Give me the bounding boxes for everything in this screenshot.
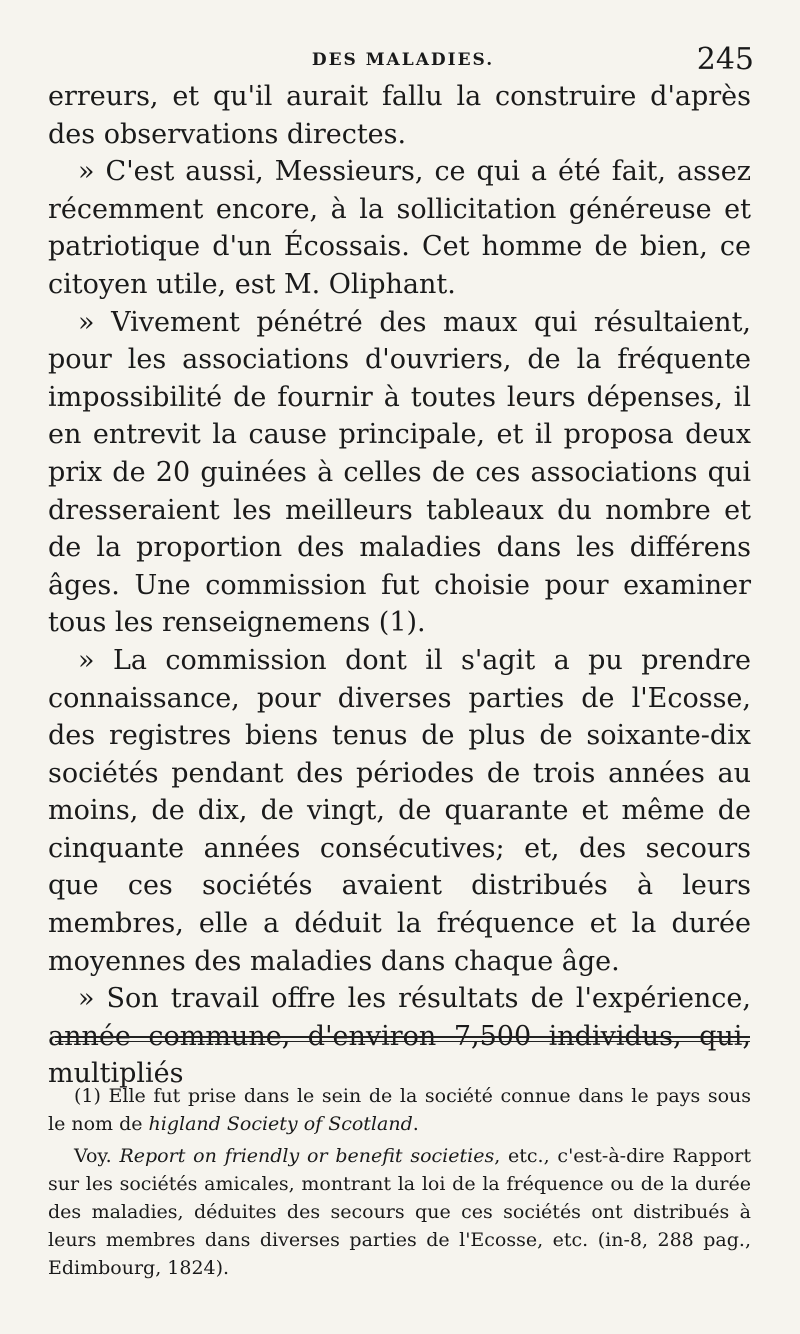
footnote-reference xyxy=(48,1142,751,1282)
footnote-reference-prefix: Voy. xyxy=(74,1145,120,1167)
footnotes xyxy=(48,1082,751,1282)
paragraph-continuation: erreurs, et qu'il aurait fallu la construire d'après des observations directes. xyxy=(48,81,751,150)
paragraph: » Vivement pénétré des maux qui résultaient, pour les associations d'ouvriers, de la fréquente impossibilité de fournir à toutes leurs dépenses, il en entrevit la cause principale, et il proposa deux prix de 20 guinées à celles de ces associations qui dresseraient les meilleurs tableaux du nombre et de la proportion des maladies dans les différens âges. Une commission fut choisie pour examiner tous les renseignemens (1). xyxy=(48,306,751,639)
body-text xyxy=(48,78,751,1093)
paragraph: » La commission dont il s'agit a pu prendre connaissance, pour diverses parties de l'Ecosse, des registres biens tenus de plus de soixante-dix sociétés pendant des périodes de trois années au moins, de dix, de vingt, de quarante et même de cinquante années consécutives; et, des secours que ces sociétés avaient distribués à leurs membres, elle a déduit la fréquence et la durée moyennes des maladies dans chaque âge. xyxy=(48,644,751,977)
footnote-separator-thick xyxy=(55,1036,750,1038)
footnote-1-end: . xyxy=(412,1113,419,1135)
running-title: DES MALADIES. xyxy=(311,50,495,70)
paragraph: » Son travail offre les résultats de l'expérience, année commune, d'environ 7,500 individus, qui, multipliés xyxy=(48,983,751,1090)
footnote-1-society-name: higland Society of Scotland xyxy=(148,1113,413,1135)
footnote-reference-text: , etc., c'est-à-dire Rapport sur les sociétés amicales, montrant la loi de la fréquence ou de la durée des maladies, déduites des secours que ces sociétés ont distribués à leurs membres dans diverses parties de l'Ecosse, etc. (in-8, 288 pag., Edimbourg, 1824). xyxy=(48,1145,751,1279)
page-number: 245 xyxy=(696,42,754,77)
footnote-1-text: (1) Elle fut prise dans le sein de la société connue dans le pays sous le nom de xyxy=(48,1085,751,1135)
paragraph: » C'est aussi, Messieurs, ce qui a été fait, assez récemment encore, à la sollicitation généreuse et patriotique d'un Écossais. Cet homme de bien, ce citoyen utile, est M. Oliphant. xyxy=(48,156,751,300)
footnote-reference-title: Report on friendly or benefit societies xyxy=(119,1145,495,1167)
footnote-1 xyxy=(48,1082,751,1138)
footnote-separator-thin xyxy=(55,1041,750,1042)
